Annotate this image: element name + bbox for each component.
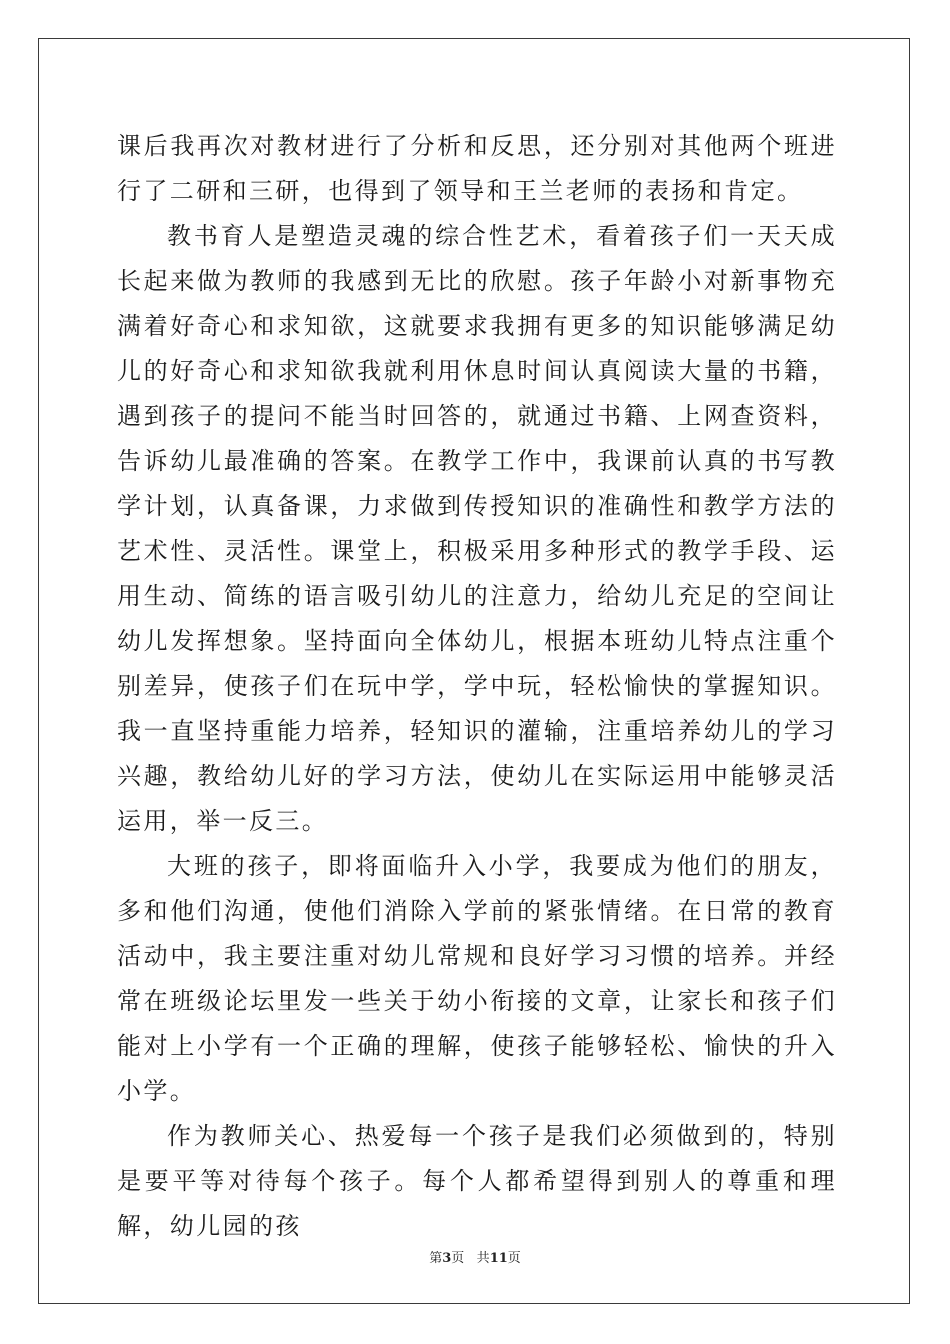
paragraph-1: 课后我再次对教材进行了分析和反思，还分别对其他两个班进行了二研和三研，也得到了领导和王兰老师的表扬和肯定。 — [117, 132, 837, 205]
total-prefix: 共 — [476, 1251, 490, 1266]
page-footer — [0, 1247, 950, 1266]
page-number: 3 — [442, 1251, 452, 1266]
total-suffix: 页 — [507, 1251, 521, 1266]
paragraph-4: 作为教师关心、热爱每一个孩子是我们必须做到的，特别是要平等对待每个孩子。每个人都希望得到别人的尊重和理解，幼儿园的孩 — [117, 1122, 837, 1240]
total-pages: 11 — [489, 1251, 508, 1266]
paragraph-3: 大班的孩子，即将面临升入小学，我要成为他们的朋友，多和他们沟通，使他们消除入学前的紧张情绪。在日常的教育活动中，我主要注重对幼儿常规和良好学习习惯的培养。并经常在班级论坛里发一些关于幼小衔接的文章，让家长和孩子们能对上小学有一个正确的理解，使孩子能够轻松、愉快的升入小学。 — [117, 852, 837, 1105]
document-body — [117, 124, 837, 1249]
paragraph-2: 教书育人是塑造灵魂的综合性艺术，看着孩子们一天天成长起来做为教师的我感到无比的欣慰。孩子年龄小对新事物充满着好奇心和求知欲，这就要求我拥有更多的知识能够满足幼儿的好奇心和求知欲我就利用休息时间认真阅读大量的书籍，遇到孩子的提问不能当时回答的，就通过书籍、上网查资料，告诉幼儿最准确的答案。在教学工作中，我课前认真的书写教学计划，认真备课，力求做到传授知识的准确性和教学方法的艺术性、灵活性。课堂上，积极采用多种形式的教学手段、运用生动、简练的语言吸引幼儿的注意力，给幼儿充足的空间让幼儿发挥想象。坚持面向全体幼儿，根据本班幼儿特点注重个别差异，使孩子们在玩中学，学中玩，轻松愉快的掌握知识。我一直坚持重能力培养，轻知识的灌输，注重培养幼儿的学习兴趣，教给幼儿好的学习方法，使幼儿在实际运用中能够灵活运用，举一反三。 — [117, 222, 837, 835]
page-suffix: 页 — [451, 1251, 465, 1266]
page-prefix: 第 — [429, 1251, 443, 1266]
